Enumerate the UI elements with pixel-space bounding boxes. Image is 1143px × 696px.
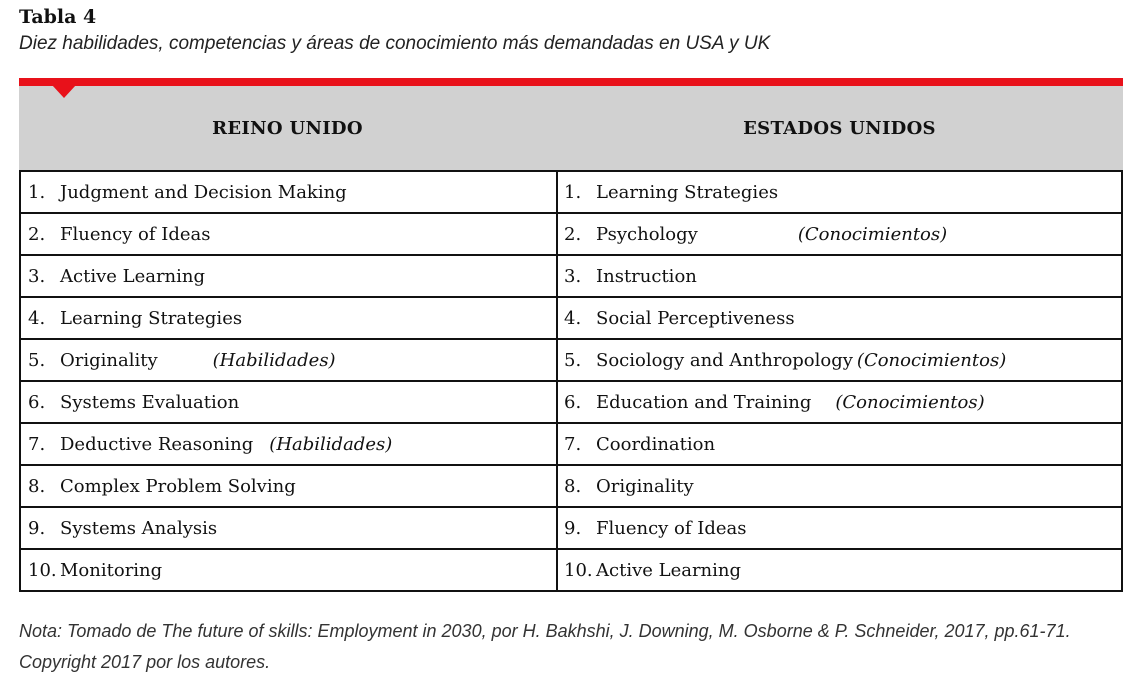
usa-cell xyxy=(558,424,1121,464)
uk-cell xyxy=(21,214,558,254)
table-row xyxy=(21,170,1121,212)
skill-name: Deductive Reasoning xyxy=(60,433,254,455)
skill-name: Instruction xyxy=(596,265,697,287)
skill-name: Systems Analysis xyxy=(60,517,218,539)
uk-cell xyxy=(21,172,558,212)
rank-number: 8. xyxy=(28,475,46,497)
rank-number: 7. xyxy=(564,433,582,455)
column-header-usa: ESTADOS UNIDOS xyxy=(743,117,936,139)
skill-name: Fluency of Ideas xyxy=(60,223,211,245)
table-row xyxy=(21,506,1121,548)
rank-number: 10. xyxy=(28,559,57,581)
skill-name: Learning Strategies xyxy=(60,307,243,329)
skill-name: Sociology and Anthropology xyxy=(596,349,853,371)
rank-number: 4. xyxy=(28,307,46,329)
rank-number: 1. xyxy=(564,181,582,203)
skill-name: Active Learning xyxy=(596,559,742,581)
uk-cell xyxy=(21,382,558,422)
skill-name: Education and Training xyxy=(596,391,812,413)
usa-cell xyxy=(558,340,1121,380)
rank-number: 2. xyxy=(564,223,582,245)
category-tag: (Conocimientos) xyxy=(797,223,948,245)
table-caption: Diez habilidades, competencias y áreas de conocimiento más demandadas en USA y UK xyxy=(19,33,771,54)
category-tag: (Conocimientos) xyxy=(835,391,985,413)
rank-number: 9. xyxy=(564,517,582,539)
category-tag: (Habilidades) xyxy=(269,433,393,455)
skill-name: Learning Strategies xyxy=(596,181,779,203)
rank-number: 6. xyxy=(564,391,582,413)
skill-name: Originality xyxy=(596,475,694,497)
usa-cell xyxy=(558,214,1121,254)
category-tag: (Habilidades) xyxy=(212,349,336,371)
red-accent-bar xyxy=(19,78,1123,86)
rank-number: 9. xyxy=(28,517,46,539)
table-row xyxy=(21,254,1121,296)
table-row xyxy=(21,212,1121,254)
rank-number: 5. xyxy=(564,349,582,371)
uk-cell xyxy=(21,550,558,590)
usa-cell xyxy=(558,466,1121,506)
rank-number: 3. xyxy=(564,265,582,287)
table-row xyxy=(21,338,1121,380)
table-row xyxy=(21,380,1121,422)
table-row xyxy=(21,548,1121,590)
skill-name: Monitoring xyxy=(60,559,163,581)
skill-name: Active Learning xyxy=(60,265,206,287)
table-row xyxy=(21,296,1121,338)
skill-name: Complex Problem Solving xyxy=(60,475,296,497)
skill-name: Originality xyxy=(60,349,158,371)
uk-cell xyxy=(21,424,558,464)
rank-number: 8. xyxy=(564,475,582,497)
skill-name: Judgment and Decision Making xyxy=(60,181,347,203)
uk-cell xyxy=(21,340,558,380)
skill-name: Systems Evaluation xyxy=(60,391,240,413)
skill-name: Psychology xyxy=(596,223,698,245)
usa-cell xyxy=(558,550,1121,590)
red-notch-marker xyxy=(52,85,76,98)
uk-cell xyxy=(21,466,558,506)
rank-number: 5. xyxy=(28,349,46,371)
rank-number: 7. xyxy=(28,433,46,455)
usa-cell xyxy=(558,256,1121,296)
skill-name: Fluency of Ideas xyxy=(596,517,747,539)
table-header xyxy=(19,86,1123,170)
table-row xyxy=(21,422,1121,464)
usa-cell xyxy=(558,298,1121,338)
column-header-uk: REINO UNIDO xyxy=(212,117,363,139)
uk-cell xyxy=(21,298,558,338)
rank-number: 10. xyxy=(564,559,593,581)
rank-number: 1. xyxy=(28,181,46,203)
usa-cell xyxy=(558,172,1121,212)
rank-number: 2. xyxy=(28,223,46,245)
skill-name: Coordination xyxy=(596,433,716,455)
table-row xyxy=(21,464,1121,506)
rank-number: 4. xyxy=(564,307,582,329)
category-tag: (Conocimientos) xyxy=(856,349,1007,371)
skill-name: Social Perceptiveness xyxy=(596,307,795,329)
usa-cell xyxy=(558,508,1121,548)
rank-number: 6. xyxy=(28,391,46,413)
usa-cell xyxy=(558,382,1121,422)
rank-number: 3. xyxy=(28,265,46,287)
skills-table xyxy=(19,170,1123,592)
uk-cell xyxy=(21,256,558,296)
table-note: Nota: Tomado de The future of skills: Employment in 2030, por H. Bakhshi, J. Downing, M. Osborne & P. Schneider, 2017, pp.61-71. Copyright 2017 por los autores. xyxy=(19,621,1071,672)
uk-cell xyxy=(21,508,558,548)
table-label: Tabla 4 xyxy=(19,6,97,28)
